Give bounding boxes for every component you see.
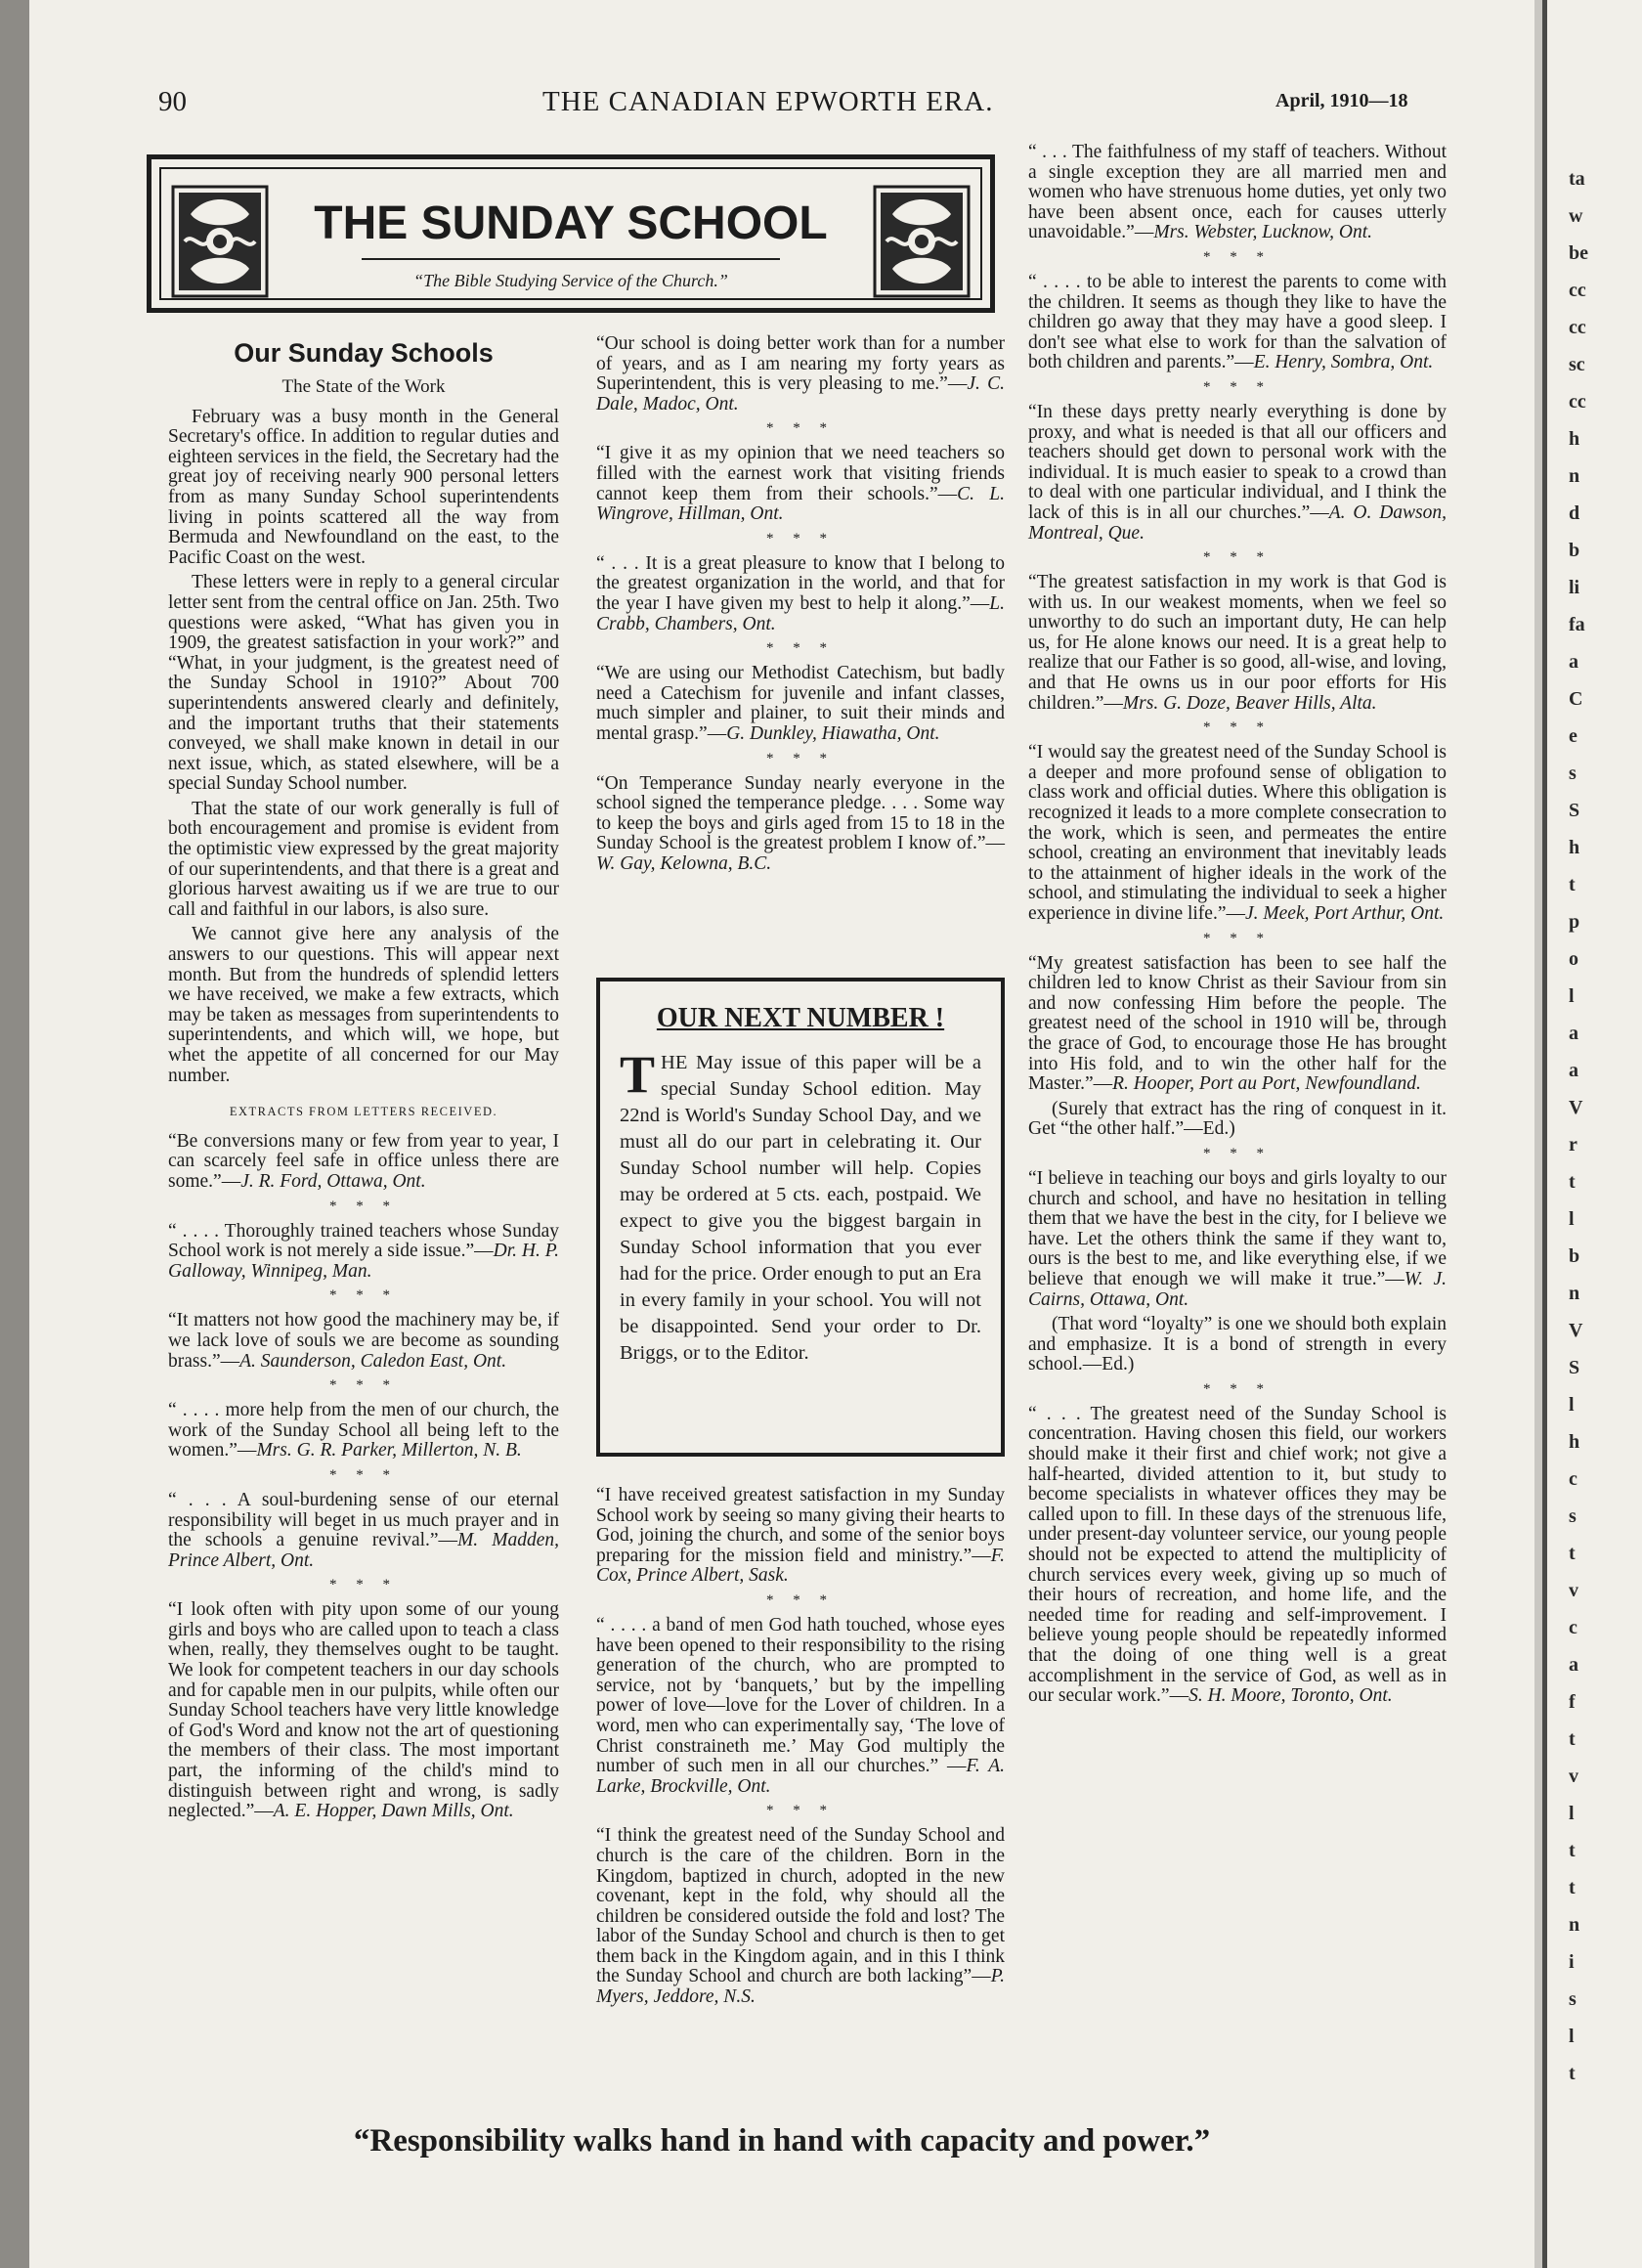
column-2 [596,334,1005,879]
notice-title: OUR NEXT NUMBER ! [656,1003,945,1033]
banner-divider [362,258,780,260]
extract-byline: L. Crabb, Chambers, Ont. [596,592,1005,634]
edge-fragment: c [1569,1617,1577,1638]
letter-extract [1028,573,1447,714]
extract-text: “It matters not how good the machinery may be, if we lack love of souls we are become as sounding brass.”— [168,1310,559,1372]
separator-stars: * * * [766,750,835,766]
extract-byline: Mrs. G. Doze, Beaver Hills, Alta. [1122,692,1377,714]
extract-list [1028,143,1447,1707]
edge-fragment: n [1569,1914,1580,1936]
edge-fragment: l [1569,2026,1575,2047]
edge-fragment: b [1569,540,1580,561]
extracts-heading: EXTRACTS FROM LETTERS RECEIVED. [229,1105,498,1119]
separator-stars: * * * [766,1803,835,1819]
edge-fragment: sc [1569,354,1585,375]
extract-text: “In these days pretty nearly everything is done by proxy, and what is needed is that all our officers and teachers should get down to personal work with the individual. It is much easier to speak to a crowd than to deal with one particular individual, and I think the lack of this is in all our churches.”— [1028,401,1447,523]
edge-fragment: v [1569,1766,1578,1787]
facing-page-edge [1542,0,1642,2268]
column-3 [1028,143,1447,1712]
edge-fragment: t [1569,1543,1576,1564]
separator-stars: * * * [766,1592,835,1608]
letter-extract [596,444,1005,524]
edge-fragment: l [1569,1208,1575,1230]
edge-fragment: a [1569,1023,1578,1044]
edge-fragment: b [1569,1245,1580,1267]
extract-byline: A. E. Hopper, Dawn Mills, Ont. [273,1801,514,1822]
extract-byline: A. O. Dawson, Montreal, Que. [1028,502,1447,544]
letter-extract [596,1486,1005,1587]
extract-text: “ . . . It is a great pleasure to know that I belong to the greatest organization in the world, and that for the year I have given my best to help it along.”— [596,552,1005,614]
drop-cap: T [620,1045,656,1104]
extract-byline: F. A. Larke, Brockville, Ont. [596,1756,1005,1797]
edge-fragment: h [1569,1431,1580,1453]
edge-fragment: li [1569,577,1580,598]
extract-byline: P. Myers, Jeddore, N.S. [596,1966,1005,2008]
edge-fragment: C [1569,688,1583,710]
edge-fragment: l [1569,1803,1575,1824]
edge-fragment: s [1569,1505,1577,1527]
letter-extract [1028,273,1447,373]
edge-fragment: l [1569,985,1575,1007]
extract-byline: C. L. Wingrove, Hillman, Ont. [596,483,1005,525]
edge-fragment: w [1569,205,1583,227]
extract-byline: Mrs. Webster, Lucknow, Ont. [1153,222,1373,243]
extract-byline: W. Gay, Kelowna, B.C. [596,852,772,874]
edge-fragment: V [1569,1097,1583,1118]
extract-text: “We are using our Methodist Catechism, but badly need a Catechism for juvenile and infant classes, much simpler and plainer, to suit their minds and mental grasp.”— [596,663,1005,744]
separator-stars: * * * [329,1287,398,1304]
edge-fragment: v [1569,1580,1578,1601]
letter-extract [168,1222,559,1283]
letter-extract [168,1311,559,1372]
separator-stars: * * * [1203,549,1272,566]
column-1 [168,334,559,1827]
page-number: 90 [158,86,187,117]
editor-note: (That word “loyalty” is one we should both explain and emphasize. It is a bond of strength in every school.—Ed.) [1028,1314,1447,1375]
extract-text: “The greatest satisfaction in my work is that God is with us. In our weakest moments, when we feel so unworthy to do such an important duty, He can help us, for He alone knows our need. It is a great help to realize that our Father is so good, all-wise, and loving, and that He owns us in our poor efforts for His children.”— [1028,572,1447,714]
edge-fragment: a [1569,1060,1578,1081]
extract-list [596,334,1005,874]
next-number-notice [596,978,1005,1457]
edge-fragment: s [1569,763,1577,784]
extract-text: “ . . . The greatest need of the Sunday School is concentration. Having chosen this field, our workers should make it their first and chief work; not give a half-hearted, divided attention to it, but study to become specialists in whatever offices they may be called upon to fill. In these days of the strenuous life, under present-day volunteer service, our young people should not be expected to attend the multiplicity of church services every week, giving up so much of their hours of recreation, and home life, and the needed time for reading and self-improvement. I believe young people should be repeatedly informed that the doing of one thing well is a great accomplishment in the service of God, as well as in our secular work.”— [1028,1403,1447,1707]
notice-body [620,1045,981,1367]
edge-fragment: a [1569,651,1578,673]
banner-subtitle: “The Bible Studying Service of the Church.” [413,271,728,290]
edge-fragment: d [1569,502,1580,524]
extract-byline: W. J. Cairns, Ottawa, Ont. [1028,1268,1447,1310]
letter-extract [168,1132,559,1193]
extract-byline: R. Hooper, Port au Port, Newfoundland. [1112,1073,1421,1095]
extract-text: “Our school is doing better work than for a number of years, and as I am nearing my forty years as Superintendent, this is very pleasing to me.”— [596,333,1005,395]
article-title: Our Sunday Schools [234,338,494,368]
separator-stars: * * * [329,1577,398,1593]
column-2-lower [596,1486,1005,2013]
separator-stars: * * * [1203,248,1272,265]
edge-fragment: S [1569,800,1580,821]
letter-extract [596,554,1005,634]
edge-fragment: h [1569,428,1580,450]
extract-byline: J. C. Dale, Madoc, Ont. [596,373,1005,414]
banner-title: THE SUNDAY SCHOOL [314,197,828,249]
letter-extract [596,1826,1005,2007]
banner-frame [159,167,982,300]
edge-fragment: t [1569,2063,1576,2084]
extract-byline: G. Dunkley, Hiawatha, Ont. [726,722,940,744]
extract-byline: S. H. Moore, Toronto, Ont. [1188,1685,1393,1707]
extract-text: “I give it as my opinion that we need teachers so filled with the earnest work that visiting friends cannot keep them from their schools.”— [596,443,1005,504]
extract-text: “ . . . . more help from the men of our church, the work of the Sunday School all being left to the women.”— [168,1400,559,1461]
edge-fragment: n [1569,465,1580,487]
edge-fragment: r [1569,1134,1577,1156]
extract-text: “I look often with pity upon some of our young girls and boys who are called upon to teach a class when, really, they themselves ought to be taught. We look for competent teachers in our day schools and for capable men in our pulpits, while often our Sunday School teachers have very little knowledge of God's Word and know not the art of questioning the members of their class. The most important part, the informing of the child's mind to distinguish between right and wrong, is sadly neglected.”— [168,1599,559,1822]
edge-fragment: cc [1569,280,1586,301]
extract-text: “My greatest satisfaction has been to see half the children led to know Christ as their Saviour from sin and now confessing Him before the people. The greatest need of the school in 1910 will be, through the grace of God, to encourage those He has brought into His fold, and to win the other half for the Master.”— [1028,952,1447,1095]
separator-stars: * * * [1203,378,1272,395]
article-paragraph: That the state of our work generally is full of both encouragement and promise is evident from the optimistic view expressed by the great majority of our superintendents, and that there is a great and glorious harvest awaiting us if we are true to our call and faithful in our labors, is also sure. [168,798,559,920]
edge-fragment: t [1569,874,1576,895]
editor-note: (Surely that extract has the ring of conquest in it. Get “the other half.”—Ed.) [1028,1098,1447,1140]
letter-extract [1028,1405,1447,1707]
edge-fragment: n [1569,1283,1580,1304]
section-banner [147,154,995,313]
edge-fragment: t [1569,1171,1576,1193]
extract-text: “I think the greatest need of the Sunday School and church is the care of the children. Born in the Kingdom, baptized in church, adopted in the new covenant, kept in the fold, why should all the children be considered outside the fold and lost? The labor of the Sunday School and church is then to get them back in the Kingdom again, and in this I think the Sunday School and church are both lacking”— [596,1825,1005,1987]
letter-extract [1028,1169,1447,1310]
extract-byline: E. Henry, Sombra, Ont. [1253,352,1434,373]
edge-fragment: cc [1569,317,1586,338]
extract-text: “I would say the greatest need of the Sunday School is a deeper and more profound sense of obligation to class work and official duties. Where this obligation is recognized it leads to a more complete consecration to the work, which is seen, and permeates the entire school, creating an environment that inevitably leads to the attainment of higher ideals in the work of the school, and stimulating the individual to seek a higher experience in divine life.”— [1028,742,1447,924]
article-paragraph: February was a busy month in the General Secretary's office. In addition to regular duties and eighteen services in the field, the Secretary had the great joy of receiving nearly 900 personal letters from as many Sunday School superintendents living in points scattered all the way from Bermuda and Newfoundland on the east, to the Pacific Coast on the west. [168,406,559,568]
notice-text: HE May issue of this paper will be a special Sunday School edition. May 22nd is World's Sunday School Day, and we must all do our part in celebrating it. Our Sunday School number will help. Copies may be ordered at 5 cts. each, postpaid. We expect to give you the biggest bargain in Sunday School information that you ever had for the price. Order enough to put an Era in every family in your school. You will not be disappointed. Send your order to Dr. Briggs, or to the Editor. [620,1052,981,1364]
edge-fragment: V [1569,1320,1583,1341]
separator-stars: * * * [329,1377,398,1394]
extract-text: “On Temperance Sunday nearly everyone in the school signed the temperance pledge. . . . Some way to keep the boys and girls aged from 15 to 18 in the Sunday School is the greatest problem I know of.”— [596,772,1005,854]
letter-extract [596,1616,1005,1797]
edge-fragment: o [1569,948,1578,970]
edge-fragment: cc [1569,391,1586,413]
extract-text: “ . . . A soul-burdening sense of our eternal responsibility will beget in us much prayer and in the schools a genuine revival.”— [168,1489,559,1551]
separator-stars: * * * [1203,1380,1272,1397]
edge-fragment: t [1569,1728,1576,1750]
extract-byline: M. Madden, Prince Albert, Ont. [168,1530,559,1571]
letter-extract [596,774,1005,875]
extract-text: “I have received greatest satisfaction in my Sunday School work by seeing so many giving their hearts to God, joining the church, and some of the senior boys preparing for the mission field and ministry.”— [596,1485,1005,1566]
article-paragraph: These letters were in reply to a general circular letter sent from the central office on Jan. 25th. Two questions were asked, “What has given you in 1909, the greatest satisfaction in your work?” and “What, in your judgment, is the greatest need of the Sunday School in 1910?” About 700 superintendents answered clearly and definitely, and the important truths that their statements conveyed, we shall make known in detail in our next issue, which, as stated elsewhere, will be a special Sunday School number. [168,572,559,795]
extract-text: “Be conversions many or few from year to year, I can scarcely feel safe in office unless there are some.”— [168,1130,559,1192]
letter-extract [1028,954,1447,1095]
edge-fragment: h [1569,837,1580,858]
letter-extract [1028,403,1447,544]
edge-fragment: fa [1569,614,1585,635]
extract-byline: F. Cox, Prince Albert, Sask. [596,1545,1005,1587]
edge-fragment: S [1569,1357,1580,1378]
extract-text: “ . . . . a band of men God hath touched, whose eyes have been opened to their responsibility to the rising generation of the church, who are prompted to service, not by ‘banquets,’ but by the impelling power of love—love for the Lover of children. In a word, men who can experimentally say, ‘The love of Christ constraineth me.’ May God multiply the number of such men in all our churches.” — [596,1614,1005,1777]
letter-extract [596,664,1005,744]
edge-fragment: c [1569,1468,1577,1490]
edge-fragment: i [1569,1951,1575,1973]
edge-fragment: t [1569,1840,1576,1861]
separator-stars: * * * [1203,930,1272,946]
letter-extract [1028,743,1447,924]
separator-stars: * * * [766,420,835,437]
binding-gutter [0,0,29,2268]
footer-quote: “Responsibility walks hand in hand with capacity and power.” [353,2123,1211,2159]
letter-extract [1028,143,1447,243]
letter-extract [168,1491,559,1571]
separator-stars: * * * [766,530,835,546]
letter-extract [168,1600,559,1822]
separator-stars: * * * [329,1198,398,1214]
extract-list [168,1132,559,1822]
edge-fragment: ta [1569,168,1585,190]
extract-text: “I believe in teaching our boys and girls loyalty to our church and school, and have no hesitation in telling them that we have the best in the city, for I believe we have. Let the others think the same if they want to, ours is the best to me, and like everything else, if we believe that enough we will make it true.”— [1028,1167,1447,1289]
separator-stars: * * * [766,640,835,657]
letter-extract [596,334,1005,414]
separator-stars: * * * [1203,1145,1272,1161]
article-paragraph: We cannot give here any analysis of the answers to our questions. This will appear next month. But from the hundreds of splendid letters we have received, we make a few extracts, which may be taken as messages from superintendents to superintendents, and which will, we hope, but whet the appetite of all concerned for our May number. [168,924,559,1086]
extract-byline: J. Meek, Port Arthur, Ont. [1244,903,1445,924]
separator-stars: * * * [1203,720,1272,736]
edge-fragment: f [1569,1691,1576,1713]
extract-byline: A. Saunderson, Caledon East, Ont. [239,1350,507,1372]
edge-fragment: p [1569,911,1580,933]
issue-date: April, 1910—18 [1275,90,1408,111]
edge-fragment: be [1569,242,1588,264]
edge-fragment: t [1569,1877,1576,1898]
magazine-title: THE CANADIAN EPWORTH ERA. [542,86,994,117]
separator-stars: * * * [329,1466,398,1483]
extract-list [596,1486,1005,2008]
extract-byline: Dr. H. P. Galloway, Winnipeg, Man. [168,1241,559,1282]
edge-fragment: s [1569,1988,1577,2010]
edge-fragment: e [1569,725,1577,747]
extract-byline: Mrs. G. R. Parker, Millerton, N. B. [256,1440,522,1461]
edge-fragment: l [1569,1394,1575,1416]
extract-text: “ . . . The faithfulness of my staff of teachers. Without a single exception they are all married men and women who have strenuous home duties, yet only two have been absent once, each for causes utterly unavoidable.”— [1028,142,1447,243]
article-subtitle: The State of the Work [281,376,446,397]
extract-text: “ . . . . Thoroughly trained teachers whose Sunday School work is not merely a side issue.”— [168,1220,559,1262]
extract-byline: J. R. Ford, Ottawa, Ont. [240,1170,426,1192]
edge-fragment: a [1569,1654,1578,1676]
extract-text: “ . . . . to be able to interest the parents to come with the children. It seems as though they like to have the children go away that they may have a good sleep. I don't see what else to work for than the salvation of both children and parents.”— [1028,271,1447,373]
letter-extract [168,1401,559,1461]
